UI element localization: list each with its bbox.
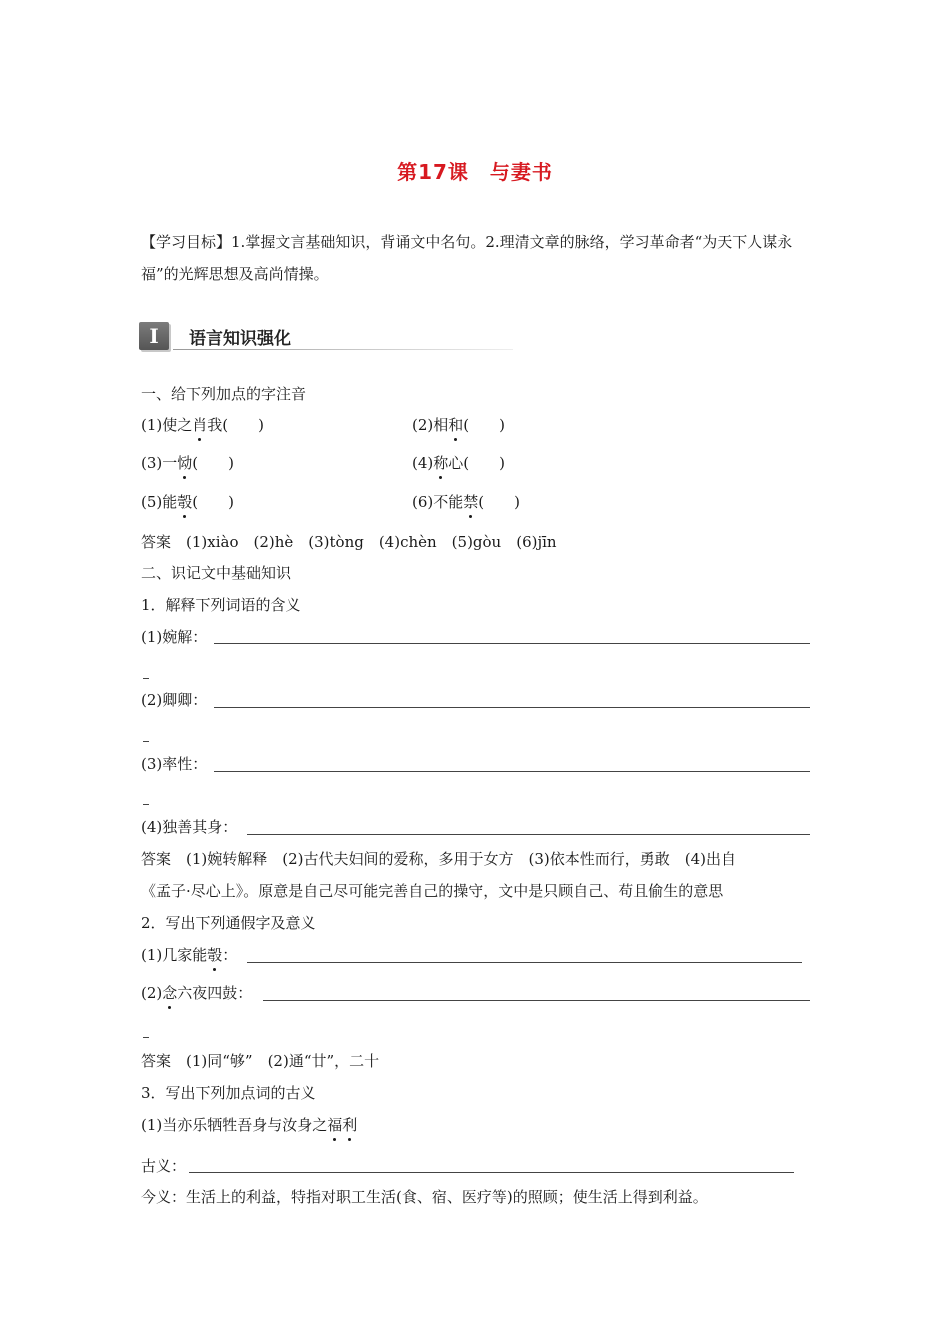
answer-blank — [214, 771, 810, 772]
pinyin-item-2 — [412, 414, 505, 436]
pinyin-item-4 — [412, 452, 505, 474]
answer-blank — [247, 834, 810, 835]
pinyin-item-5 — [141, 491, 234, 513]
item-text: (5)能 — [141, 493, 178, 511]
item-text: 六夜四鼓： — [177, 984, 253, 1002]
item-text: ： — [222, 946, 238, 964]
item-text: ( ) — [463, 416, 505, 434]
item-text: ( ) — [478, 493, 520, 511]
answer-blank — [189, 1172, 794, 1173]
dotted-char: 彀 — [177, 493, 193, 511]
dotted-char: 念 — [162, 984, 178, 1002]
item-text: (1)几家能 — [141, 946, 208, 964]
q3-gu-label: 古义： — [141, 1157, 187, 1175]
answer-blank — [214, 707, 810, 708]
pinyin-item-6 — [412, 491, 520, 513]
section-badge: I — [139, 322, 169, 350]
pinyin-item-1 — [141, 414, 264, 436]
q1-answer-line2: 《孟子·尽心上》。原意是自己尽可能完善自己的操守，文中是只顾自己、苟且偷生的意思 — [141, 882, 724, 900]
section-underline — [173, 349, 513, 350]
part2-heading: 二、识记文中基础知识 — [141, 564, 292, 582]
q3-jin-text: 今义：生活上的利益，特指对职工生活(食、宿、医疗等)的照顾；使生活上得到利益。 — [141, 1188, 708, 1206]
q2-answer: 答案 (1)同“够” (2)通“廿”，二十 — [141, 1052, 380, 1070]
dotted-char: 福 — [327, 1116, 343, 1134]
item-text: ( ) — [192, 454, 234, 472]
item-text: 心( ) — [448, 454, 505, 472]
item-text: (1)当亦乐牺牲吾身与汝身之 — [141, 1116, 328, 1134]
q2-item-1 — [141, 944, 237, 966]
q1-heading: 1．解释下列词语的含义 — [141, 596, 301, 614]
dotted-char: 恸 — [177, 454, 193, 472]
dotted-char: 彀 — [207, 946, 223, 964]
q1-item-2: (2)卿卿： — [141, 691, 208, 709]
item-text: (2) — [141, 984, 163, 1002]
part1-answer: 答案 (1)xiào (2)hè (3)tòng (4)chèn (5)gòu (6)jīn — [141, 533, 557, 551]
line-wrap-mark — [143, 804, 149, 805]
q2-heading: 2．写出下列通假字及意义 — [141, 914, 316, 932]
q1-answer-line1: 答案 (1)婉转解释 (2)古代夫妇间的爱称，多用于女方 (3)依本性而行，勇敢 (4)出自 — [141, 850, 736, 868]
dotted-char: 肖 — [192, 416, 208, 434]
pinyin-item-3 — [141, 452, 234, 474]
dotted-char: 利 — [342, 1116, 358, 1134]
item-text: (3)一 — [141, 454, 178, 472]
learning-goal — [141, 226, 813, 290]
lesson-title: 第17课 与妻书 — [397, 160, 553, 184]
q1-item-4: (4)独善其身： — [141, 818, 238, 836]
item-text: (4) — [412, 454, 434, 472]
goal-tag: 【学习目标】 — [141, 233, 232, 251]
section-title: 语言知识强化 — [189, 329, 291, 349]
item-text: ( ) — [192, 493, 234, 511]
q2-item-2 — [141, 982, 252, 1004]
section-header — [139, 320, 519, 354]
line-wrap-mark — [143, 678, 149, 679]
dotted-char: 称 — [433, 454, 449, 472]
answer-blank — [214, 643, 810, 644]
line-wrap-mark — [143, 741, 149, 742]
item-text: (2)相 — [412, 416, 449, 434]
item-text: (6)不能 — [412, 493, 464, 511]
answer-blank — [247, 962, 802, 963]
q3-heading: 3．写出下列加点词的古义 — [141, 1084, 316, 1102]
line-wrap-mark — [143, 1037, 149, 1038]
q1-item-3: (3)率性： — [141, 755, 208, 773]
part1-heading: 一、给下列加点的字注音 — [141, 385, 307, 403]
goal-text: 1.掌握文言基础知识，背诵文中名句。2.理清文章的脉络，学习革命者“为天下人谋永福”的光辉思想及高尚情操。 — [141, 233, 793, 283]
item-text: 我( ) — [207, 416, 264, 434]
q3-item-1 — [141, 1114, 357, 1136]
dotted-char: 和 — [448, 416, 464, 434]
q1-item-1: (1)婉解： — [141, 628, 208, 646]
item-text: (1)使之 — [141, 416, 193, 434]
dotted-char: 禁 — [463, 493, 479, 511]
answer-blank — [263, 1000, 810, 1001]
